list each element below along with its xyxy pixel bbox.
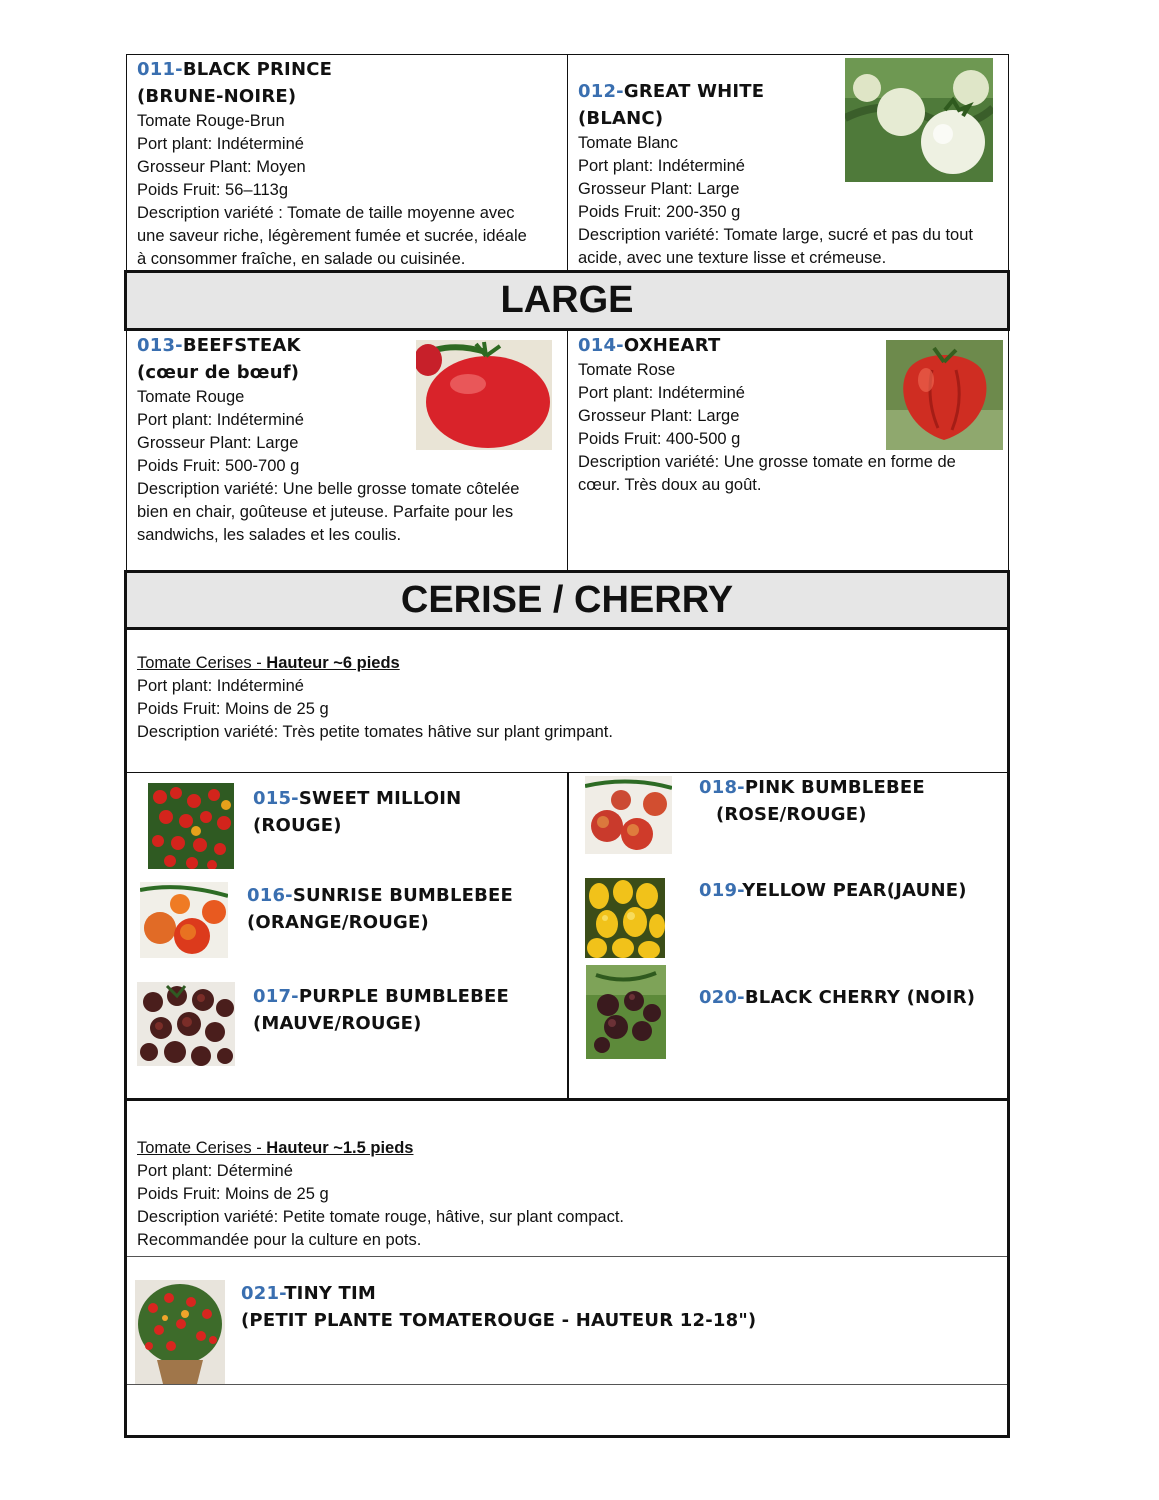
- variety-details: Tomate Blanc Port plant: Indéterminé Grosseur Plant: Large Poids Fruit: 200-350 g Description variété: Tomate large, sucré et pas du tout acide, avec une texture lisse et crémeuse.: [578, 134, 973, 267]
- tiny-tim-photo: [135, 1280, 225, 1384]
- variety-015: [253, 785, 553, 839]
- variety-subtitle: (MAUVE/ROUGE): [253, 1013, 422, 1034]
- beefsteak-tomato-photo: [416, 340, 552, 450]
- variety-title: 015-SWEET MILLOIN: [253, 788, 462, 809]
- variety-subtitle: (PETIT PLANTE TOMATEROUGE - HAUTEUR 12-18"): [241, 1310, 757, 1331]
- variety-017: [253, 983, 553, 1037]
- variety-019: [699, 877, 1004, 904]
- variety-021: [241, 1280, 1001, 1334]
- section-title: LARGE: [500, 279, 634, 321]
- variety-details: Tomate Rouge-Brun Port plant: Indéterminé Grosseur Plant: Moyen Poids Fruit: 56–113g Description variété : Tomate de taille moyenne avec une saveur riche, légèrement fumée et sucrée, idéale à consommer fraîche, en salade ou cuisinée.: [137, 112, 527, 268]
- row-divider: [127, 1384, 1007, 1385]
- variety-subtitle: (BRUNE-NOIRE): [137, 86, 297, 107]
- cherry-tall-info: Tomate Cerises - Hauteur ~6 pieds Port plant: Indéterminé Poids Fruit: Moins de 25 g Description variété: Très petite tomates hâtive sur plant grimpant.: [137, 652, 997, 744]
- variety-title: 014-OXHEART: [578, 335, 721, 356]
- black-cherry-photo: [586, 965, 666, 1059]
- great-white-tomato-photo: [845, 58, 993, 182]
- section-title: CERISE / CHERRY: [400, 578, 734, 621]
- yellow-pear-photo: [585, 878, 665, 958]
- purple-bumblebee-photo: [137, 982, 235, 1066]
- sweet-million-photo: [148, 783, 234, 869]
- cherry-tall-heading: Tomate Cerises - Hauteur ~6 pieds: [137, 654, 400, 672]
- variety-title: 017-PURPLE BUMBLEBEE: [253, 986, 509, 1007]
- variety-title: 013-BEEFSTEAK: [137, 335, 301, 356]
- row-divider: [127, 1256, 1007, 1257]
- variety-subtitle: (cœur de bœuf): [137, 362, 300, 383]
- variety-details: Tomate Rouge Port plant: Indéterminé Grosseur Plant: Large Poids Fruit: 500-700 g Description variété: Une belle grosse tomate côtelée bien en chair, goûteuse et juteuse. Parfaite pour les sandwichs, les salades et les coulis.: [137, 388, 520, 544]
- variety-title: 012-GREAT WHITE: [578, 81, 765, 102]
- pink-bumblebee-photo: [585, 776, 672, 854]
- variety-016: [247, 882, 557, 936]
- variety-title: 019-YELLOW PEAR(JAUNE): [699, 880, 967, 901]
- sunrise-bumblebee-photo: [140, 882, 228, 958]
- variety-details: Tomate Rose Port plant: Indéterminé Grosseur Plant: Large Poids Fruit: 400-500 g Description variété: Une grosse tomate en forme de cœur. Très doux au goût.: [578, 361, 956, 494]
- variety-subtitle: (ROUGE): [253, 815, 342, 836]
- variety-title: 011-BLACK PRINCE: [137, 59, 333, 80]
- variety-title: 021-TINY TIM: [241, 1283, 377, 1304]
- variety-title: 018-PINK BUMBLEBEE: [699, 777, 925, 798]
- variety-020: [699, 984, 1004, 1011]
- variety-subtitle: (BLANC): [578, 108, 664, 129]
- section-header-large: [124, 270, 1010, 331]
- variety-011: [137, 56, 562, 271]
- cherry-column-divider: [567, 772, 569, 1100]
- variety-title: 020-BLACK CHERRY (NOIR): [699, 987, 976, 1008]
- section-header-cherry: [124, 570, 1010, 630]
- cherry-short-info: Tomate Cerises - Hauteur ~1.5 pieds Port plant: Déterminé Poids Fruit: Moins de 25 g Description variété: Petite tomate rouge, hâtive, sur plant compact. Recommandée pour la culture en pots.: [137, 1137, 997, 1252]
- variety-title: 016-SUNRISE BUMBLEBEE: [247, 885, 514, 906]
- oxheart-tomato-photo: [886, 340, 1003, 450]
- cherry-short-heading: Tomate Cerises - Hauteur ~1.5 pieds: [137, 1139, 414, 1157]
- variety-018: [699, 774, 999, 828]
- variety-subtitle: (ROSE/ROUGE): [716, 804, 867, 825]
- variety-subtitle: (ORANGE/ROUGE): [247, 912, 429, 933]
